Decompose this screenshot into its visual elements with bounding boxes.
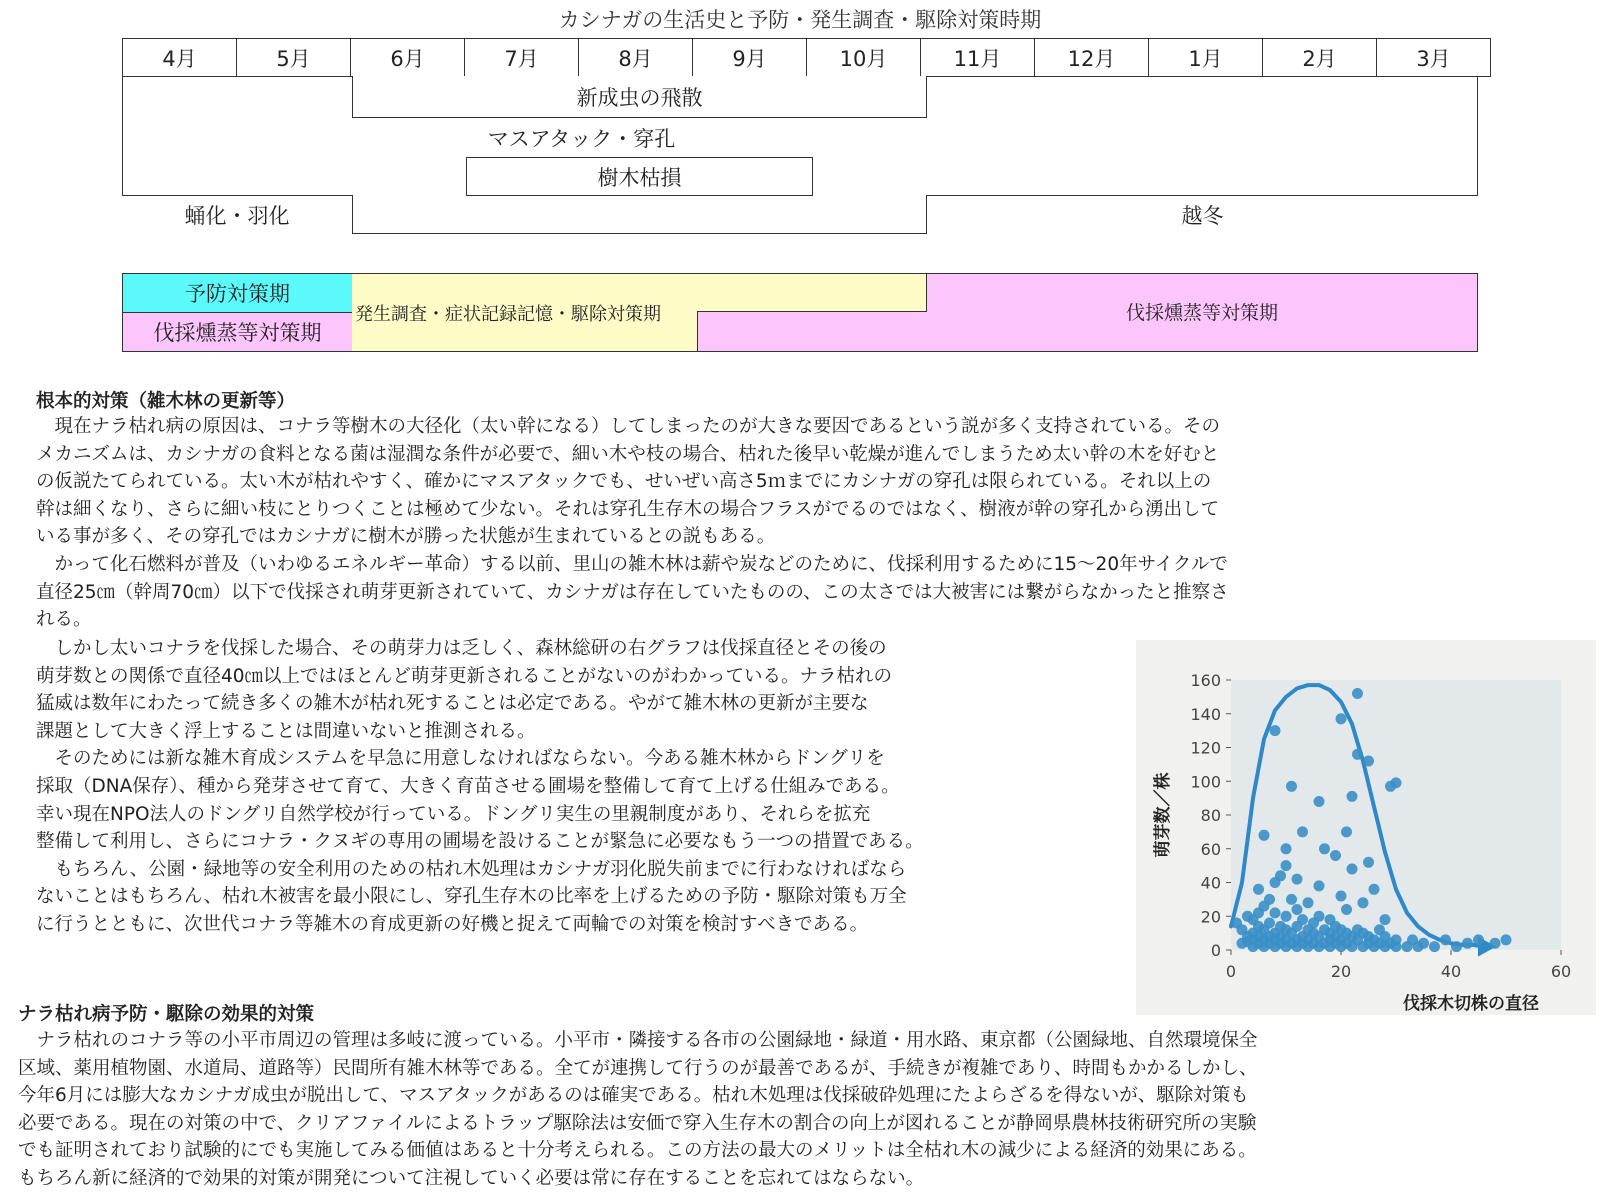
tree-damage-label: 樹木枯損 <box>597 165 682 190</box>
paragraph-line: もちろん新に経済的で効果的対策が開発について注視していく必要は常に存在することを忘れてはならない。 <box>18 1167 925 1189</box>
scatter-point <box>1501 934 1512 945</box>
scatter-point <box>1264 894 1275 905</box>
overwinter-label: 越冬 <box>1181 204 1224 228</box>
paragraph-line: もちろん、公園・緑地等の安全利用のための枯れ木処理はカシナガ羽化脱失前までに行わなければなら <box>36 858 907 880</box>
x-tick-label: 60 <box>1550 962 1572 981</box>
section1-body-full <box>36 413 1229 634</box>
plot-area <box>1231 680 1561 950</box>
y-tick-label: 100 <box>1190 772 1221 792</box>
scatter-point <box>1451 941 1462 952</box>
month-cell: 11月 <box>921 39 1035 77</box>
mass-attack-bar <box>466 118 697 157</box>
scatter-point <box>1314 911 1325 922</box>
scatter-point <box>1341 826 1352 837</box>
scatter-point <box>1352 749 1363 760</box>
paragraph-line: でも証明されており試験的にでも実施してみる価値はあると十分考えられる。この方法の最大のメリットは全枯れ木の減少による経済的効果にある。 <box>18 1140 1257 1162</box>
pupation-label: 蛹化・羽化 <box>184 204 290 228</box>
dispersal-label: 新成虫の飛散 <box>576 85 703 110</box>
scatter-point <box>1462 938 1473 949</box>
scatter-point <box>1352 688 1363 699</box>
paragraph-line: 今年6月には膨大なカシナガ成虫が脱出して、マスアタックがあるのは確実である。枯れ木処理は伐採破砕処理にたよらざるを得ないが、駆除対策も <box>18 1085 1249 1107</box>
scatter-point <box>1314 796 1325 807</box>
paragraph-line: ないことはもちろん、枯れ木被害を最小限にし、穿孔生存木の比率を上げるための予防・駆除対策も万全 <box>36 886 907 908</box>
scatter-point <box>1418 938 1429 949</box>
section1-heading: 根本的対策（雑木林の更新等） <box>36 391 296 412</box>
paragraph-line: 現在ナラ枯れ病の原因は、コナラ等樹木の大径化（太い幹になる）してしまったのが大きな要因であるという説が多く支持されている。その <box>36 416 1221 437</box>
scatter-point <box>1336 713 1347 724</box>
y-axis-label: 萌芽数／株 <box>1153 772 1173 858</box>
month-cell: 9月 <box>693 39 807 77</box>
scatter-point <box>1297 914 1308 925</box>
paragraph-line: 幸い現在NPO法人のドングリ自然学校が行っている。ドングリ実生の里親制度があり、それらを拡充 <box>36 803 871 825</box>
scatter-point <box>1358 897 1369 908</box>
cutting-period-left <box>122 312 353 352</box>
scatter-point <box>1275 870 1286 881</box>
x-axis-label: 伐採木切株の直径 <box>1403 994 1539 1014</box>
y-tick-label: 140 <box>1190 704 1221 724</box>
mass-attack-label: マスアタック・穿孔 <box>487 126 676 151</box>
scatter-point <box>1270 725 1281 736</box>
scatter-point <box>1341 904 1352 915</box>
scatter-point <box>1363 857 1374 868</box>
scatter-point <box>1314 880 1325 891</box>
paragraph-line: れる。 <box>36 609 92 631</box>
pupation-bar <box>122 195 353 234</box>
paragraph-line: 採取（DNA保存）、種から発芽させて育て、大きく育苗させる圃場を整備して育て上げる仕組みである。 <box>36 775 900 797</box>
y-tick-label: 80 <box>1200 806 1221 825</box>
paragraph-line: 幹は細くなり、さらに細い枝にとりつくことは極めて少ない。それは穿孔生存木の場合フラスがでるのではなく、樹液が幹の穿孔から湧出して <box>36 498 1220 520</box>
paragraph-line: 必要である。現在の対策の中で、クリアファイルによるトラップ駆除法は安価で穿入生存木の割合の向上が図れることが静岡県農林技術研究所の実験 <box>18 1112 1257 1134</box>
x-tick-label: 20 <box>1330 962 1352 981</box>
section1-body-narrow <box>36 635 924 939</box>
month-header-row <box>122 38 1491 77</box>
scatter-point <box>1297 826 1308 837</box>
section2-heading: ナラ枯れ病予防・駆除の効果的対策 <box>18 1004 315 1025</box>
y-tick-label: 120 <box>1190 738 1221 758</box>
paragraph-line: ナラ枯れのコナラ等の小平市周辺の管理は多岐に渡っている。小平市・隣接する各市の公園緑地・緑道・用水路、東京都（公園緑地、自然環境保全 <box>18 1030 1258 1051</box>
y-tick-label: 40 <box>1200 873 1221 893</box>
y-tick-label: 0 <box>1210 941 1221 960</box>
cutting-right-label: 伐採燻蒸等対策期 <box>1125 302 1278 324</box>
month-cell: 4月 <box>123 39 237 77</box>
month-cell: 12月 <box>1035 39 1149 77</box>
paragraph-line: そのためには新な雑木育成システムを早急に用意しなければならない。今ある雑木林からドングリを <box>36 748 885 770</box>
prevention-label: 予防対策期 <box>185 282 290 306</box>
y-tick-label: 20 <box>1200 907 1221 927</box>
month-cell: 6月 <box>351 39 465 77</box>
paragraph-line: の仮説たてられている。太い木が枯れやすく、確かにマスアタックでも、せいぜい高さ5ｍまでにカシナガの穿孔は限られている。それ以上の <box>36 471 1212 493</box>
month-cell: 8月 <box>579 39 693 77</box>
y-tick-label: 160 <box>1190 671 1221 690</box>
x-tick-label: 40 <box>1440 962 1462 981</box>
scatter-point <box>1347 791 1358 802</box>
paragraph-line: 整備して利用し、さらにコナラ・クヌギの専用の圃場を設けることが緊急に必要なもう一つの措置である。 <box>36 831 924 853</box>
scatter-point <box>1281 843 1292 854</box>
sprout-count-chart <box>1136 640 1596 1015</box>
scatter-point <box>1253 884 1264 895</box>
paragraph-line: 区域、薬用植物園、水道局、道路等）民間所有雑木林等である。全てが連携して行うのが最善であるが、手続きが複雑であり、時間もかかるしかし、 <box>18 1057 1258 1079</box>
paragraph-line: いる事が多く、その穿孔ではカシナガに樹木が勝った状態が生まれているとの説もある。 <box>36 526 776 548</box>
scatter-point <box>1363 756 1374 767</box>
prevention-period <box>122 273 353 313</box>
scatter-point <box>1440 934 1451 945</box>
paragraph-line: しかし太いコナラを伐採した場合、その萌芽力は乏しく、森林総研の右グラフは伐採直径とその後の <box>36 638 887 659</box>
y-tick-label: 60 <box>1200 839 1221 859</box>
scatter-point <box>1292 904 1303 915</box>
scatter-point <box>1270 907 1281 918</box>
month-cell: 1月 <box>1149 39 1263 77</box>
paragraph-line: 猛威は数年にわたって続き多くの雑木が枯れ死することは必定である。やがて雑木林の更新が主要な <box>36 693 869 715</box>
scatter-point <box>1473 934 1484 945</box>
paragraph-line: に行うとともに、次世代コナラ等雑木の育成更新の好機と捉えて両輪での対策を検討すべきである。 <box>36 913 869 935</box>
dispersal-bar <box>352 76 927 118</box>
overwinter-bar <box>926 195 1478 234</box>
month-cell: 10月 <box>807 39 921 77</box>
month-cell: 7月 <box>465 39 579 77</box>
scatter-point <box>1490 938 1501 949</box>
scatter-point <box>1369 884 1380 895</box>
paragraph-line: 直径25㎝（幹周70㎝）以下で伐採され萌芽更新されていて、カシナガは存在していたものの、この太さでは大被害には繋がらなかったと推察さ <box>36 581 1229 603</box>
scatter-point <box>1391 777 1402 788</box>
scatter-point <box>1264 918 1275 929</box>
survey-label: 発生調査・症状記録記憶・駆除対策期 <box>355 304 661 325</box>
month-cell: 5月 <box>237 39 351 77</box>
scatter-point <box>1259 830 1270 841</box>
month-cell: 3月 <box>1377 39 1491 77</box>
paragraph-line: 萌芽数との関係で直径40㎝以上ではほとんど萌芽更新されることがないのがわかっている。ナラ枯れの <box>36 665 893 687</box>
scatter-point <box>1429 941 1440 952</box>
section2-body <box>18 1027 1258 1193</box>
paragraph-line: メカニズムは、カシナガの食料となる菌は湿潤な条件が必要で、細い木や枝の場合、枯れた後早い乾燥が進んでしまうため太い幹の木を好むと <box>36 443 1220 465</box>
scatter-point <box>1303 897 1314 908</box>
x-tick-label: 0 <box>1225 962 1237 981</box>
page-title: カシナガの生活史と予防・発生調査・駆除対策時期 <box>558 8 1042 32</box>
scatter-point <box>1391 934 1402 945</box>
scatter-point <box>1347 864 1358 875</box>
scatter-point <box>1336 891 1347 902</box>
cutting-left-label: 伐採燻蒸等対策期 <box>153 321 322 345</box>
month-cell: 2月 <box>1263 39 1377 77</box>
paragraph-line: 課題として大きく浮上することは間違いないと推測される。 <box>36 720 536 742</box>
scatter-point <box>1286 894 1297 905</box>
scatter-point <box>1380 914 1391 925</box>
tree-damage-bar <box>466 157 813 196</box>
scatter-point <box>1281 860 1292 871</box>
paragraph-line: かって化石燃料が普及（いわゆるエネルギー革命）する以前、里山の雑木林は薪や炭などのために、伐採利用するために15～20年サイクルで <box>36 553 1228 575</box>
scatter-point <box>1330 850 1341 861</box>
scatter-point <box>1281 911 1292 922</box>
scatter-point <box>1286 781 1297 792</box>
scatter-point <box>1292 874 1303 885</box>
scatter-point <box>1319 843 1330 854</box>
